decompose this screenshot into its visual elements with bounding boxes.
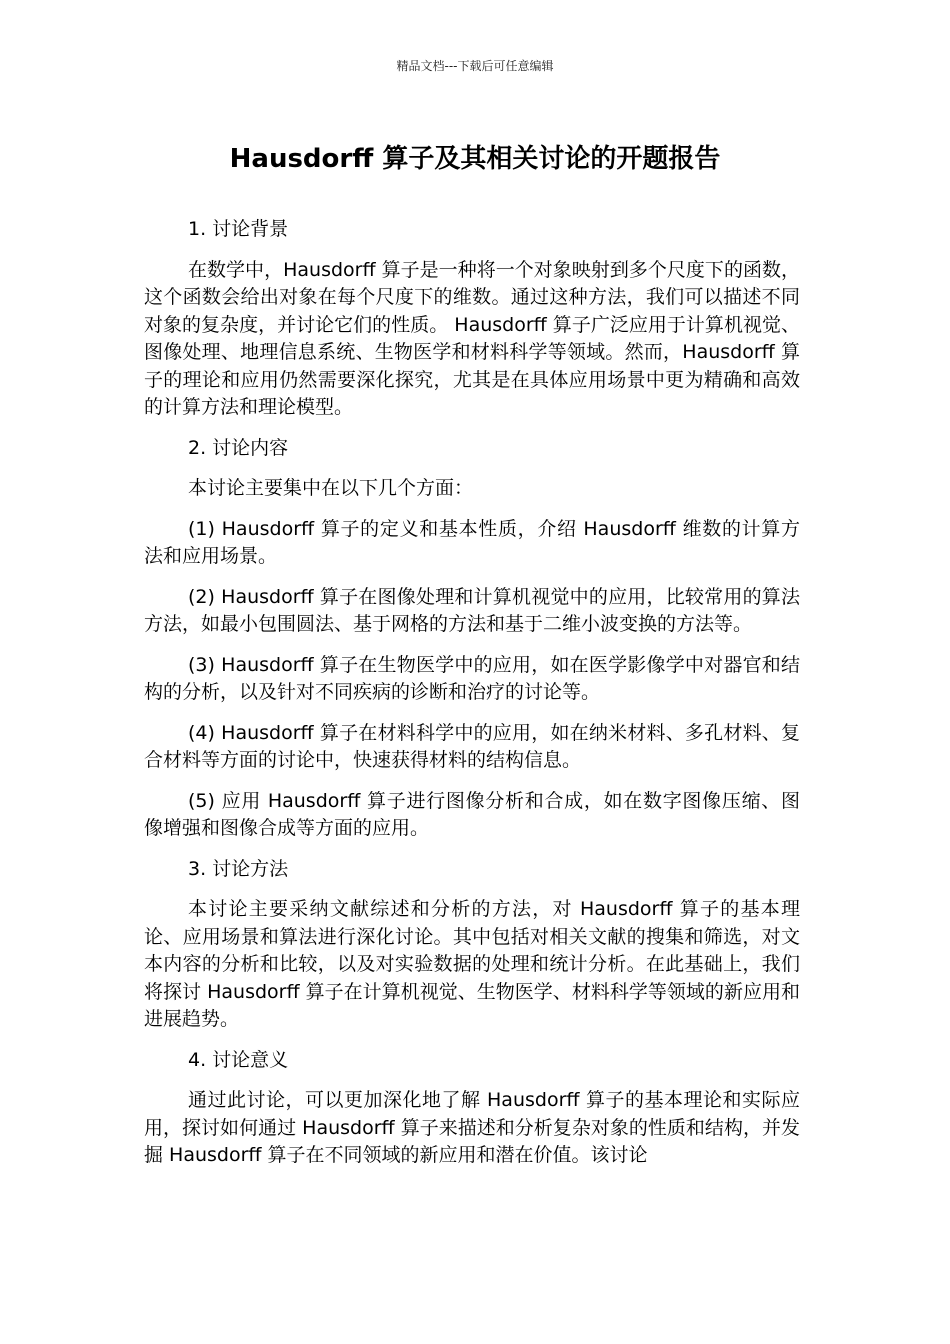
- section-content: [144, 435, 800, 843]
- list-item: (3) Hausdorff 算子在生物医学中的应用，如在医学影像学中对器官和结构的分析，以及针对不同疾病的诊断和治疗的讨论等。: [144, 653, 800, 703]
- list-item: (1) Hausdorff 算子的定义和基本性质，介绍 Hausdorff 维数的计算方法和应用场景。: [144, 517, 800, 567]
- document-body: [144, 216, 800, 1183]
- section-background: [144, 216, 800, 422]
- list-item: (4) Hausdorff 算子在材料科学中的应用，如在纳米材料、多孔材料、复合材料等方面的讨论中，快速获得材料的结构信息。: [144, 721, 800, 771]
- header-note: 精品文档---下载后可任意编辑: [396, 59, 554, 73]
- paragraph: 在数学中，Hausdorff 算子是一种将一个对象映射到多个尺度下的函数，这个函数会给出对象在每个尺度下的维数。通过这种方法，我们可以描述不同对象的复杂度，并讨论它们的性质。 Hausdorff 算子广泛应用于计算机视觉、图像处理、地理信息系统、生物医学和材料科学等领域。然而，Hausdorff 算子的理论和应用仍然需要深化探究，尤其是在具体应用场景中更为精确和高效的计算方法和理论模型。: [144, 258, 800, 418]
- section-significance: [144, 1047, 800, 1170]
- paragraph: 本讨论主要采纳文献综述和分析的方法，对 Hausdorff 算子的基本理论、应用场景和算法进行深化讨论。其中包括对相关文献的搜集和筛选，对文本内容的分析和比较，以及对实验数据的处理和统计分析。在此基础上，我们将探讨 Hausdorff 算子在计算机视觉、生物医学、材料科学等领域的新应用和进展趋势。: [144, 898, 800, 1030]
- paragraph: 通过此讨论，可以更加深化地了解 Hausdorff 算子的基本理论和实际应用，探讨如何通过 Hausdorff 算子来描述和分析复杂对象的性质和结构，并发掘 Hausdorff 算子在不同领域的新应用和潜在价值。该讨论: [144, 1089, 800, 1166]
- list-item: (5) 应用 Hausdorff 算子进行图像分析和合成，如在数字图像压缩、图像增强和图像合成等方面的应用。: [144, 789, 800, 839]
- document-title: Hausdorff 算子及其相关讨论的开题报告: [229, 144, 721, 174]
- paragraph: 本讨论主要集中在以下几个方面：: [188, 477, 474, 499]
- section-heading: 4. 讨论意义: [188, 1048, 289, 1071]
- list-item: (2) Hausdorff 算子在图像处理和计算机视觉中的应用，比较常用的算法方法，如最小包围圆法、基于网格的方法和基于二维小波变换的方法等。: [144, 585, 800, 635]
- section-heading: 3. 讨论方法: [188, 857, 289, 880]
- section-methods: [144, 856, 800, 1034]
- section-heading: 1. 讨论背景: [188, 218, 289, 240]
- section-heading: 2. 讨论内容: [188, 436, 289, 459]
